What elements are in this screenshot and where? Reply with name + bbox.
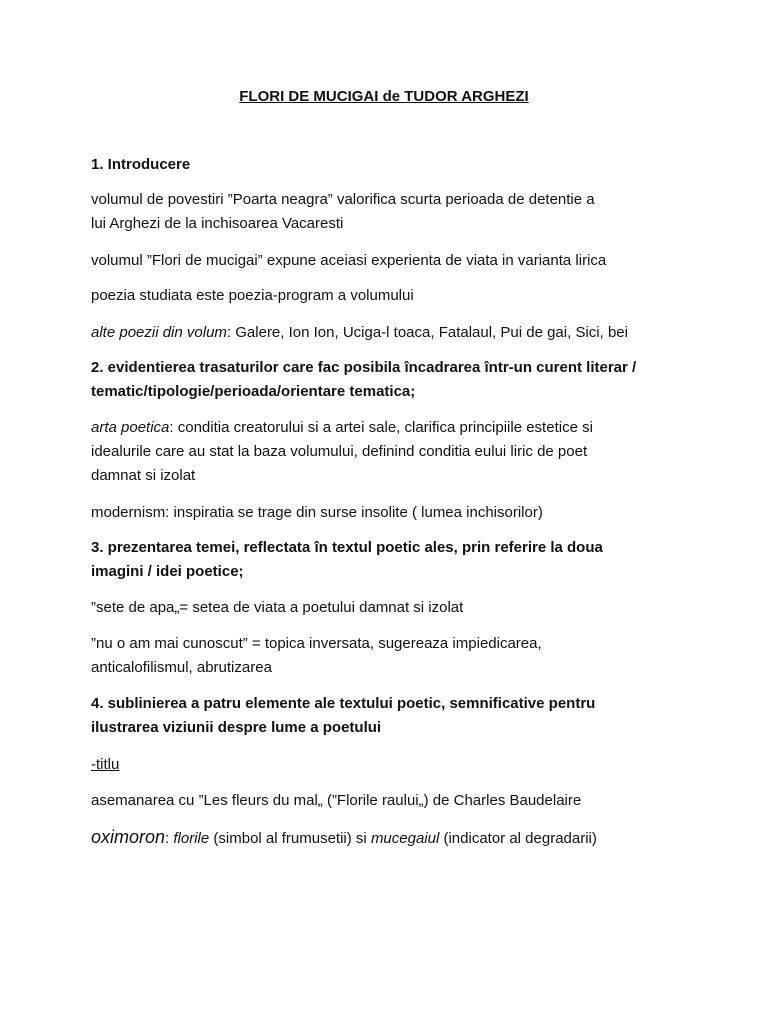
- s4-oximoron-line: [91, 828, 597, 846]
- oximoron-word: oximoron: [91, 827, 166, 847]
- oximoron-mid: (simbol al frumusetii) si: [209, 830, 371, 847]
- s2-paragraph-1-line-1: [91, 420, 593, 435]
- s2-p1-italic: arta poetica: [91, 419, 170, 436]
- oximoron-colon: :: [165, 830, 174, 847]
- s4-paragraph-1: asemanarea cu ”Les fleurs du mal„ (”Florile raului„) de Charles Baudelaire: [91, 792, 582, 809]
- s2-paragraph-2: modernism: inspiratia se trage din surse insolite ( lumea inchisorilor): [91, 504, 543, 521]
- s1-paragraph-3: poezia studiata este poezia-program a volumului: [91, 287, 414, 304]
- section-4-heading-line-1: 4. sublinierea a patru elemente ale textului poetic, semnificative pentru: [91, 695, 596, 712]
- mucegaiul-word: mucegaiul: [370, 830, 440, 847]
- s1-p4-rest: : Galere, Ion Ion, Uciga-l toaca, Fatalaul, Pui de gai, Sici, bei: [226, 324, 628, 341]
- s2-paragraph-1-line-2: idealurile care au stat la baza volumului, definind conditia eului liric de poet: [91, 443, 588, 460]
- section-3-heading-line-2: imagini / idei poetice;: [91, 563, 244, 580]
- s1-paragraph-1-line-1: volumul de povestiri ”Poarta neagra” valorifica scurta perioada de detentie a: [91, 191, 595, 208]
- s3-paragraph-2-line-1: ”nu o am mai cunoscut” = topica inversata, sugereaza impiedicarea,: [91, 635, 542, 652]
- section-1-heading: 1. Introducere: [91, 156, 191, 173]
- section-2-heading-line-1: 2. evidentierea trasaturilor care fac posibila încadrarea într-un curent literar /: [91, 359, 637, 376]
- s1-paragraph-4: [91, 325, 628, 340]
- s1-p4-italic: alte poezii din volum: [91, 324, 227, 341]
- s1-paragraph-2: volumul ”Flori de mucigai” expune aceiasi experienta de viata in varianta lirica: [91, 252, 607, 269]
- document-title: FLORI DE MUCIGAI de TUDOR ARGHEZI: [239, 88, 529, 105]
- s1-paragraph-1-line-2: lui Arghezi de la inchisoarea Vacaresti: [91, 215, 344, 232]
- florile-word: florile: [173, 830, 210, 847]
- s2-paragraph-1-line-3: damnat si izolat: [91, 467, 196, 484]
- section-4-heading-line-2: ilustrarea viziunii despre lume a poetului: [91, 719, 382, 736]
- section-3-heading-line-1: 3. prezentarea temei, reflectata în textul poetic ales, prin referire la doua: [91, 539, 603, 556]
- oximoron-end: (indicator al degradarii): [439, 830, 597, 847]
- s2-p1-rest: : conditia creatorului si a artei sale, clarifica principiile estetice si: [169, 419, 593, 436]
- s3-paragraph-2-line-2: anticalofilismul, abrutizarea: [91, 659, 272, 676]
- section-2-heading-line-2: tematic/tipologie/perioada/orientare tematica;: [91, 383, 416, 400]
- s4-item-titlu: -titlu: [91, 756, 120, 773]
- s3-paragraph-1: ”sete de apa„= setea de viata a poetului damnat si izolat: [91, 599, 464, 616]
